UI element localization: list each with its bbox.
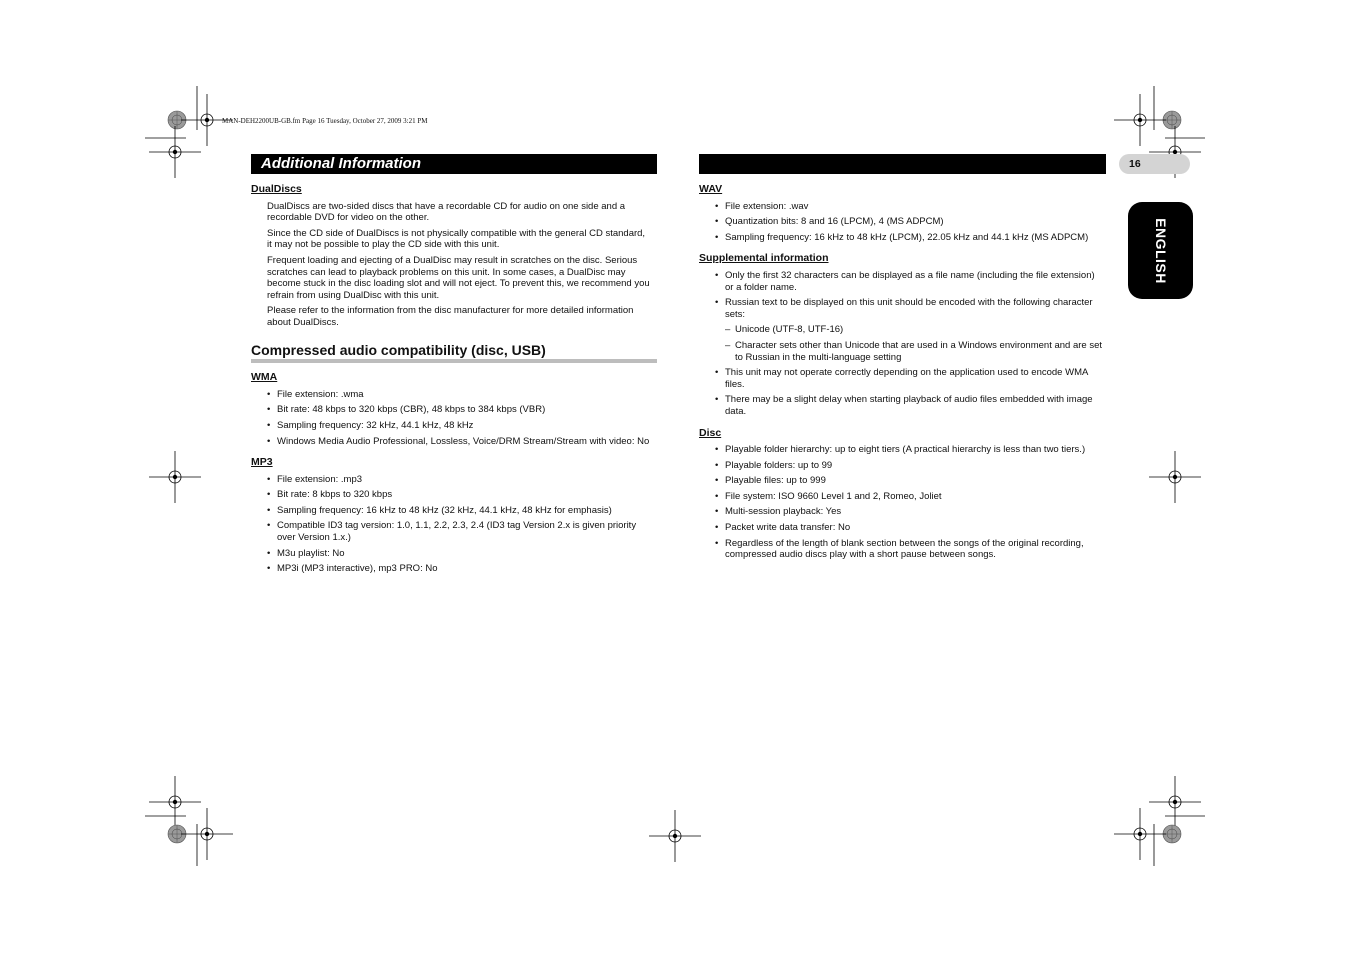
language-tab-label: ENGLISH — [1152, 217, 1169, 284]
list-item: – Character sets other than Unicode that are used in a Windows environment and are set to Russian in the multi-language setting — [699, 340, 1106, 363]
mp3-heading: MP3 — [251, 456, 273, 469]
wav-heading: WAV — [699, 183, 723, 195]
list-item: • This unit may not operate correctly depending on the application used to encode WMA files. — [699, 367, 1106, 390]
wma-list — [251, 389, 657, 447]
print-file-info: MAN-DEH2200UB-GB.fm Page 16 Tuesday, October 27, 2009 3:21 PM — [222, 117, 428, 125]
disc-list — [699, 444, 1106, 561]
section-header-bar-right — [699, 154, 1106, 174]
list-item: • MP3i (MP3 interactive), mp3 PRO: No — [251, 563, 657, 575]
crosshair-icon — [1149, 451, 1201, 503]
list-item: • Russian text to be displayed on this unit should be encoded with the following character sets: — [699, 297, 1106, 320]
paragraph: DualDiscs are two-sided discs that have a recordable CD for audio on one side and a recordable DVD for video on the other. — [267, 200, 626, 224]
list-item: • Playable files: up to 999 — [699, 475, 1106, 487]
left-column — [251, 184, 657, 579]
charset-list — [699, 324, 1106, 363]
list-item: • Regardless of the length of blank section between the songs of the original recording, compressed audio discs play with a short pause between songs. — [699, 538, 1106, 561]
crosshair-icon — [149, 126, 201, 178]
mp3-list — [251, 474, 657, 575]
supplemental-list-continued — [699, 367, 1106, 417]
disc-heading: Disc — [699, 426, 722, 439]
section-title: Additional Information — [261, 155, 421, 172]
crosshair-icon — [649, 810, 701, 862]
compressed-audio-heading: Compressed audio compatibility (disc, USB) — [251, 345, 657, 364]
list-item: • Sampling frequency: 32 kHz, 44.1 kHz, 48 kHz — [251, 420, 657, 432]
list-item: • Only the first 32 characters can be displayed as a file name (including the file extension) or a folder name. — [699, 270, 1106, 293]
list-item: • Compatible ID3 tag version: 1.0, 1.1, 2.2, 2.3, 2.4 (ID3 tag Version 2.x is given priority over Version 1.x.) — [251, 520, 657, 543]
right-column — [699, 184, 1106, 565]
wav-list — [699, 201, 1106, 244]
list-item: • File system: ISO 9660 Level 1 and 2, Romeo, Joliet — [699, 491, 1106, 503]
list-item: • File extension: .wma — [251, 389, 657, 401]
list-item: • Packet write data transfer: No — [699, 522, 1106, 534]
paragraph: Please refer to the information from the disc manufacturer for more detailed information about DualDiscs. — [267, 305, 634, 328]
list-item: • Bit rate: 8 kbps to 320 kbps — [251, 489, 657, 501]
list-item: • M3u playlist: No — [251, 548, 657, 560]
list-item: • Bit rate: 48 kbps to 320 kbps (CBR), 48 kbps to 384 kbps (VBR) — [251, 404, 657, 416]
list-item: • Multi-session playback: Yes — [699, 506, 1106, 518]
supplemental-list — [699, 270, 1106, 320]
list-item: – Unicode (UTF-8, UTF-16) — [699, 324, 1106, 336]
crosshair-icon — [1149, 776, 1201, 828]
page-number: 16 — [1119, 154, 1190, 174]
list-item: • Playable folders: up to 99 — [699, 460, 1106, 472]
crosshair-icon — [181, 808, 233, 860]
crosshair-icon — [1114, 94, 1166, 146]
list-item: • File extension: .mp3 — [251, 474, 657, 486]
list-item: • There may be a slight delay when starting playback of audio files embedded with image data. — [699, 394, 1106, 417]
supplemental-heading: Supplemental information — [699, 252, 829, 265]
list-item: • File extension: .wav — [699, 201, 1106, 213]
list-item: • Quantization bits: 8 and 16 (LPCM), 4 (MS ADPCM) — [699, 216, 1106, 228]
crosshair-icon — [1114, 808, 1166, 860]
crosshair-icon — [149, 451, 201, 503]
language-tab — [1128, 202, 1193, 299]
list-item: • Sampling frequency: 16 kHz to 48 kHz (LPCM), 22.05 kHz and 44.1 kHz (MS ADPCM) — [699, 232, 1106, 244]
paragraph: Frequent loading and ejecting of a DualDisc may result in scratches on the disc. Serious scratches can lead to playback problems on this unit. In some cases, a DualDisc may become stuck in the disc loading slot and will not eject. To prevent this, we recommend you refrain from using DualDisc with this unit. — [267, 254, 650, 301]
crosshair-icon — [149, 776, 201, 828]
dualdiscs-heading: DualDiscs — [251, 183, 302, 195]
list-item: • Sampling frequency: 16 kHz to 48 kHz (32 kHz, 44.1 kHz, 48 kHz for emphasis) — [251, 505, 657, 517]
list-item: • Windows Media Audio Professional, Lossless, Voice/DRM Stream/Stream with video: No — [251, 436, 657, 448]
wma-heading: WMA — [251, 371, 278, 384]
list-item: • Playable folder hierarchy: up to eight tiers (A practical hierarchy is less than two tiers.) — [699, 444, 1106, 456]
paragraph: Since the CD side of DualDiscs is not physically compatible with the general CD standard, it may not be possible to play the CD side with this unit. — [267, 227, 646, 251]
